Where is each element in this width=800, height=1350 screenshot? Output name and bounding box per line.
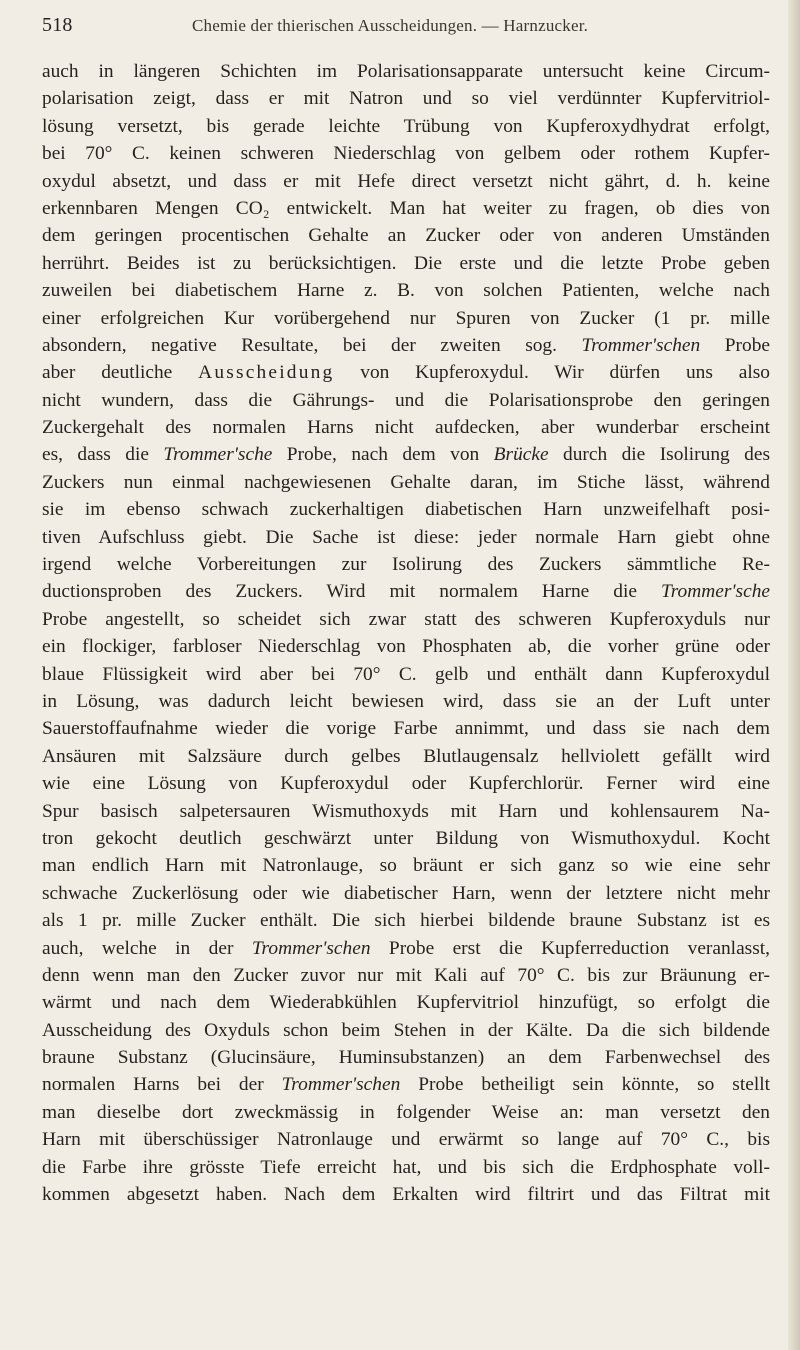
text-line: tiven Aufschluss giebt. Die Sache ist diese: jeder normale Harn giebt ohne <box>42 526 770 548</box>
text-line: tron gekocht deutlich geschwärzt unter Bildung von Wismuthoxydul. Kocht <box>42 827 770 849</box>
text-line: Ausscheidung des Oxyduls schon beim Stehen in der Kälte. Da die sich bildende <box>42 1019 770 1041</box>
text-line: es, dass die Trommer'sche Probe, nach dem von Brücke durch die Isolirung des <box>42 444 770 466</box>
text-line: schwache Zuckerlösung oder wie diabetischer Harn, wenn der letztere nicht mehr <box>42 882 770 904</box>
text-line: ein flockiger, farbloser Niederschlag von Phosphaten ab, die vorher grüne oder <box>42 636 770 658</box>
text-line: braune Substanz (Glucinsäure, Huminsubstanzen) an dem Farbenwechsel des <box>42 1047 770 1069</box>
text-line: als 1 pr. mille Zucker enthält. Die sich hierbei bildende braune Substanz ist es <box>42 910 770 932</box>
text-line: auch in längeren Schichten im Polarisationsapparate untersucht keine Circum- <box>42 61 770 82</box>
text-line: kommen abgesetzt haben. Nach dem Erkalten wird filtrirt und das Filtrat mit <box>42 1184 770 1206</box>
text-line: herrührt. Beides ist zu berücksichtigen. Die erste und die letzte Probe geben <box>42 252 770 274</box>
page-number: 518 <box>42 14 73 36</box>
text-line: Probe angestellt, so scheidet sich zwar statt des schweren Kupferoxyduls nur <box>42 608 770 630</box>
text-line: in Lösung, was dadurch leicht bewiesen wird, dass sie an der Luft unter <box>42 690 770 712</box>
text-line: dem geringen procentischen Gehalte an Zucker oder von anderen Umständen <box>42 225 770 247</box>
text-line: wärmt und nach dem Wiederabkühlen Kupfervitriol hinzufügt, so erfolgt die <box>42 992 770 1014</box>
text-line: normalen Harns bei der Trommer'schen Probe betheiligt sein könnte, so stellt <box>42 1074 770 1096</box>
text-line: aber deutliche Ausscheidung von Kupferoxydul. Wir dürfen uns also <box>42 362 770 384</box>
text-line: die Farbe ihre grösste Tiefe erreicht hat, und bis sich die Erdphosphate voll- <box>42 1156 770 1178</box>
text-line: Harn mit überschüssiger Natronlauge und erwärmt so lange auf 70° C., bis <box>42 1129 770 1151</box>
page-edge <box>788 0 800 1350</box>
text-line: zuweilen bei diabetischem Harne z. B. von solchen Patienten, welche nach <box>42 280 770 302</box>
text-line: lösung versetzt, bis gerade leichte Trübung von Kupferoxydhydrat erfolgt, <box>42 115 770 137</box>
text-line: nicht wundern, dass die Gährungs- und die Polarisationsprobe den geringen <box>42 389 770 411</box>
text-line: blaue Flüssigkeit wird aber bei 70° C. gelb und enthält dann Kupferoxydul <box>42 663 770 685</box>
text-line: Zuckergehalt des normalen Harns nicht aufdecken, aber wunderbar erscheint <box>42 417 770 439</box>
text-line: oxydul absetzt, und dass er mit Hefe direct versetzt nicht gährt, d. h. keine <box>42 170 770 192</box>
text-line: man dieselbe dort zweckmässig in folgender Weise an: man versetzt den <box>42 1101 770 1123</box>
text-line: Spur basisch salpetersauren Wismuthoxyds mit Harn und kohlensaurem Na- <box>42 800 770 822</box>
text-line: irgend welche Vorbereitungen zur Isolirung des Zuckers sämmtliche Re- <box>42 554 770 576</box>
text-line: sie im ebenso schwach zuckerhaltigen diabetischen Harn unzweifelhaft posi- <box>42 499 770 521</box>
text-line: auch, welche in der Trommer'schen Probe erst die Kupferreduction veranlasst, <box>42 937 771 959</box>
text-line: absondern, negative Resultate, bei der zweiten sog. Trommer'schen Probe <box>42 334 770 356</box>
text-line: Sauerstoffaufnahme wieder die vorige Farbe annimmt, und dass sie nach dem <box>42 718 770 740</box>
text-line: denn wenn man den Zucker zuvor nur mit Kali auf 70° C. bis zur Bräunung er- <box>42 964 770 986</box>
text-line: Zuckers nun einmal nachgewiesenen Gehalte daran, im Stiche lässt, während <box>42 471 770 493</box>
body-text <box>42 58 770 1208</box>
text-line: polarisation zeigt, dass er mit Natron und so viel verdünnter Kupfervitriol- <box>42 88 770 110</box>
running-head <box>42 14 770 54</box>
text-line: wie eine Lösung von Kupferoxydul oder Kupferchlorür. Ferner wird eine <box>42 773 770 795</box>
text-line: einer erfolgreichen Kur vorübergehend nur Spuren von Zucker (1 pr. mille <box>42 307 770 329</box>
running-title: Chemie der thierischen Ausscheidungen. — Harnzucker. <box>192 16 589 35</box>
text-line: erkennbaren Mengen CO₂ entwickelt. Man hat weiter zu fragen, ob dies von <box>42 197 770 219</box>
text-line: ductionsproben des Zuckers. Wird mit normalem Harne die Trommer'sche <box>42 581 770 603</box>
text-line: bei 70° C. keinen schweren Niederschlag von gelbem oder rothem Kupfer- <box>42 143 770 165</box>
text-line: Ansäuren mit Salzsäure durch gelbes Blutlaugensalz hellviolett gefällt wird <box>42 745 770 767</box>
text-line: man endlich Harn mit Natronlauge, so bräunt er sich ganz so wie eine sehr <box>42 855 770 877</box>
